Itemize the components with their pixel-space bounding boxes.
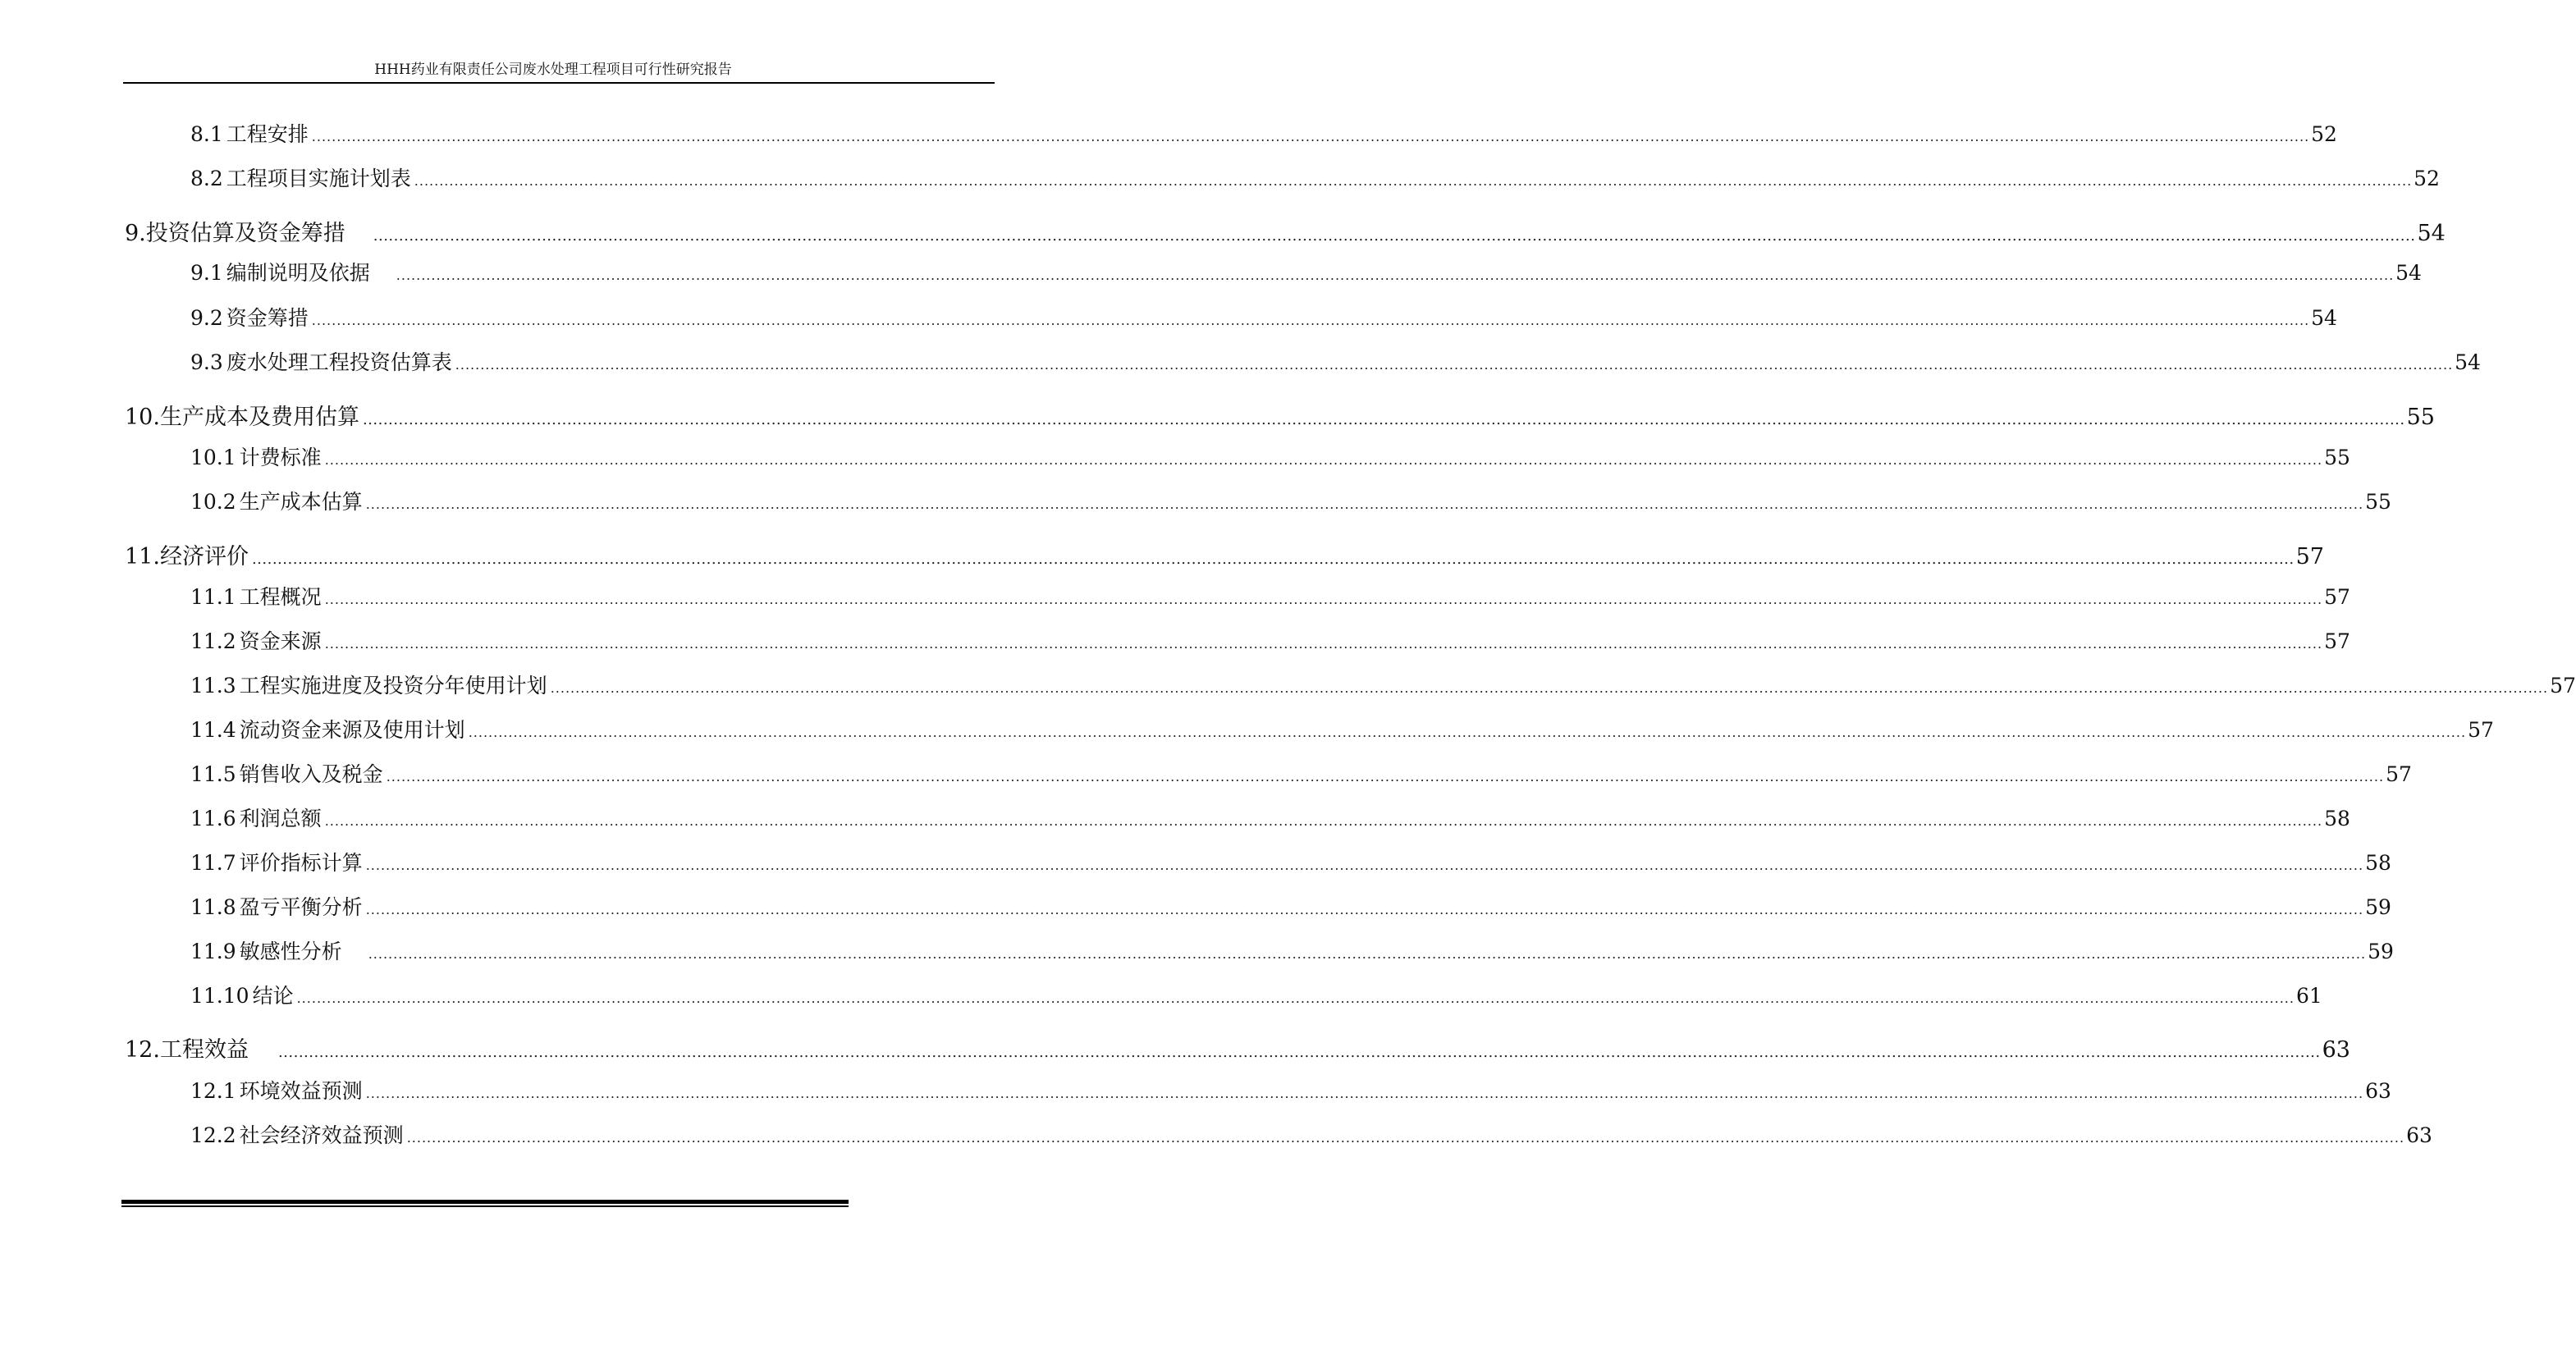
toc-entry[interactable]	[190, 583, 2350, 611]
toc-entry-page: 55	[2324, 446, 2350, 469]
toc-entry-page: 57	[2295, 544, 2324, 570]
toc-entry[interactable]	[190, 121, 2337, 149]
toc-entry-number: 11.6	[190, 807, 236, 830]
dot-leader: ................................................................................................................................................................................................................................................................................................................................................................................................................	[414, 173, 2413, 189]
toc-entry-page: 63	[2406, 1123, 2432, 1147]
dot-leader: ................................................................................................................................................................................................................................................................................................................................................................................................................	[365, 902, 2364, 917]
dot-leader: ................................................................................................................................................................................................................................................................................................................................................................................................................	[468, 725, 2467, 740]
toc-entry-title: 销售收入及税金	[239, 762, 383, 786]
toc-entry-number: 11.7	[190, 851, 236, 875]
toc-entry-title: 敏感性分析	[239, 940, 342, 963]
dot-leader: ................................................................................................................................................................................................................................................................................................................................................................................................................	[365, 1086, 2364, 1101]
toc-entry-page: 54	[2311, 306, 2337, 330]
toc-entry-title: 生产成本及费用估算	[159, 405, 359, 430]
toc-entry[interactable]	[190, 488, 2391, 516]
toc-entry-number: 11.1	[190, 585, 236, 609]
toc-entry[interactable]	[190, 259, 2422, 287]
dot-leader: ................................................................................................................................................................................................................................................................................................................................................................................................................	[455, 357, 2454, 373]
toc-entry-title: 结论	[252, 984, 294, 1008]
dot-leader: ................................................................................................................................................................................................................................................................................................................................................................................................................	[296, 990, 2295, 1006]
dot-leader: ................................................................................................................................................................................................................................................................................................................................................................................................................	[365, 496, 2364, 512]
toc-entry-number: 11.8	[190, 895, 236, 919]
toc-entry[interactable]	[190, 982, 2322, 1010]
toc-entry-number: 11.	[125, 544, 160, 570]
footer-rule	[121, 1200, 849, 1204]
toc-entry-title: 经济评价	[159, 544, 249, 570]
toc-entry-number: 11.10	[190, 984, 249, 1008]
toc-entry-title: 评价指标计算	[239, 851, 363, 875]
toc-entry-number: 9.3	[190, 350, 223, 374]
toc-entry-title: 资金来源	[239, 629, 322, 653]
toc-entry-title: 利润总额	[239, 807, 322, 830]
toc-entry-page: 63	[2322, 1037, 2350, 1063]
dot-leader: ................................................................................................................................................................................................................................................................................................................................................................................................................	[406, 1130, 2405, 1146]
toc-entry-page: 61	[2295, 984, 2322, 1008]
toc-entry-title: 工程项目实施计划表	[226, 167, 411, 190]
dot-leader: ................................................................................................................................................................................................................................................................................................................................................................................................................	[311, 313, 2310, 328]
toc-entry-number: 8.1	[190, 122, 223, 146]
dot-leader: ................................................................................................................................................................................................................................................................................................................................................................................................................	[311, 129, 2310, 144]
dot-leader: ................................................................................................................................................................................................................................................................................................................................................................................................................	[368, 946, 2367, 962]
toc-entry-page: 55	[2365, 490, 2391, 514]
toc-entry[interactable]	[190, 894, 2391, 922]
toc-entry-page: 57	[2550, 674, 2576, 698]
toc-entry-title: 工程效益	[159, 1037, 249, 1063]
toc-entry-title: 计费标准	[239, 446, 322, 469]
toc-entry[interactable]	[190, 716, 2494, 744]
toc-entry-number: 12.	[125, 1037, 160, 1063]
toc-entry-page: 57	[2324, 585, 2350, 609]
footer-rule-thin	[121, 1205, 849, 1207]
toc-entry-number: 10.	[125, 405, 160, 430]
toc-entry-number: 9.2	[190, 306, 223, 330]
dot-leader: ................................................................................................................................................................................................................................................................................................................................................................................................................	[324, 813, 2323, 829]
toc-entry[interactable]	[190, 444, 2350, 472]
toc-entry-page: 63	[2365, 1079, 2391, 1103]
toc-entry[interactable]	[190, 938, 2394, 966]
toc-entry[interactable]	[190, 672, 2576, 700]
toc-entry-title: 盈亏平衡分析	[239, 895, 363, 919]
toc-entry-page: 57	[2324, 629, 2350, 653]
toc-entry[interactable]	[190, 1122, 2432, 1150]
toc-entry-page: 54	[2417, 221, 2446, 246]
toc-entry-title: 编制说明及依据	[226, 261, 370, 285]
toc-entry-page: 59	[2368, 940, 2394, 963]
dot-leader: ................................................................................................................................................................................................................................................................................................................................................................................................................	[277, 1044, 2321, 1061]
toc-entry-page: 59	[2365, 895, 2391, 919]
toc-entry-number: 11.5	[190, 762, 236, 786]
toc-entry-page: 57	[2386, 762, 2412, 786]
toc-entry[interactable]	[190, 628, 2350, 656]
toc-entry-page: 54	[2455, 350, 2481, 374]
toc-entry-number: 11.3	[190, 674, 236, 698]
toc-entry-title: 废水处理工程投资估算表	[226, 350, 452, 374]
document-title: HHH药业有限责任公司废水处理工程项目可行性研究报告	[374, 62, 732, 78]
dot-leader: ................................................................................................................................................................................................................................................................................................................................................................................................................	[365, 858, 2364, 873]
toc-entry-number: 12.1	[190, 1079, 236, 1103]
toc-entry[interactable]	[190, 304, 2337, 332]
dot-leader: ................................................................................................................................................................................................................................................................................................................................................................................................................	[324, 592, 2323, 607]
toc-entry-page: 52	[2414, 167, 2440, 190]
toc-entry-number: 8.2	[190, 167, 223, 190]
toc-entry-title: 社会经济效益预测	[239, 1123, 404, 1147]
dot-leader: ................................................................................................................................................................................................................................................................................................................................................................................................................	[386, 769, 2385, 784]
dot-leader: ................................................................................................................................................................................................................................................................................................................................................................................................................	[373, 227, 2416, 245]
toc-entry[interactable]	[190, 805, 2350, 833]
toc-entry-title: 投资估算及资金筹措	[145, 221, 345, 246]
toc-entry[interactable]	[190, 165, 2440, 193]
toc-entry-page: 58	[2324, 807, 2350, 830]
toc-entry-page: 54	[2395, 261, 2422, 285]
toc-entry-number: 9.1	[190, 261, 223, 285]
toc-entry-title: 工程安排	[226, 122, 309, 146]
toc-chapter-entry[interactable]	[125, 542, 2324, 572]
dot-leader: ................................................................................................................................................................................................................................................................................................................................................................................................................	[362, 411, 2405, 428]
toc-entry-title: 环境效益预测	[239, 1079, 363, 1103]
dot-leader: ................................................................................................................................................................................................................................................................................................................................................................................................................	[396, 268, 2395, 283]
toc-entry-page: 58	[2365, 851, 2391, 875]
toc-entry-page: 57	[2468, 718, 2494, 742]
dot-leader: ................................................................................................................................................................................................................................................................................................................................................................................................................	[324, 452, 2323, 468]
toc-entry-title: 工程实施进度及投资分年使用计划	[239, 674, 547, 698]
toc-entry-title: 流动资金来源及使用计划	[239, 718, 465, 742]
toc-chapter-entry[interactable]	[125, 403, 2435, 432]
toc-entry[interactable]	[190, 349, 2481, 377]
toc-entry-number: 11.2	[190, 629, 236, 653]
toc-entry-title: 生产成本估算	[239, 490, 363, 514]
toc-entry[interactable]	[190, 849, 2391, 877]
toc-entry-number: 10.1	[190, 446, 236, 469]
toc-chapter-entry[interactable]	[125, 1036, 2350, 1065]
toc-entry-number: 11.9	[190, 940, 236, 963]
toc-entry-page: 52	[2311, 122, 2337, 146]
toc-entry[interactable]	[190, 761, 2412, 789]
toc-chapter-entry[interactable]	[125, 219, 2446, 249]
toc-entry-number: 9.	[125, 221, 146, 246]
dot-leader: ................................................................................................................................................................................................................................................................................................................................................................................................................	[251, 551, 2295, 568]
dot-leader: ................................................................................................................................................................................................................................................................................................................................................................................................................	[324, 636, 2323, 652]
toc-entry-number: 11.4	[190, 718, 236, 742]
toc-entry-title: 工程概况	[239, 585, 322, 609]
toc-entry-title: 资金筹措	[226, 306, 309, 330]
toc-entry[interactable]	[190, 1077, 2391, 1105]
toc-entry-page: 55	[2406, 405, 2435, 430]
dot-leader: ................................................................................................................................................................................................................................................................................................................................................................................................................	[550, 680, 2549, 696]
toc-entry-number: 12.2	[190, 1123, 236, 1147]
toc-entry-number: 10.2	[190, 490, 236, 514]
